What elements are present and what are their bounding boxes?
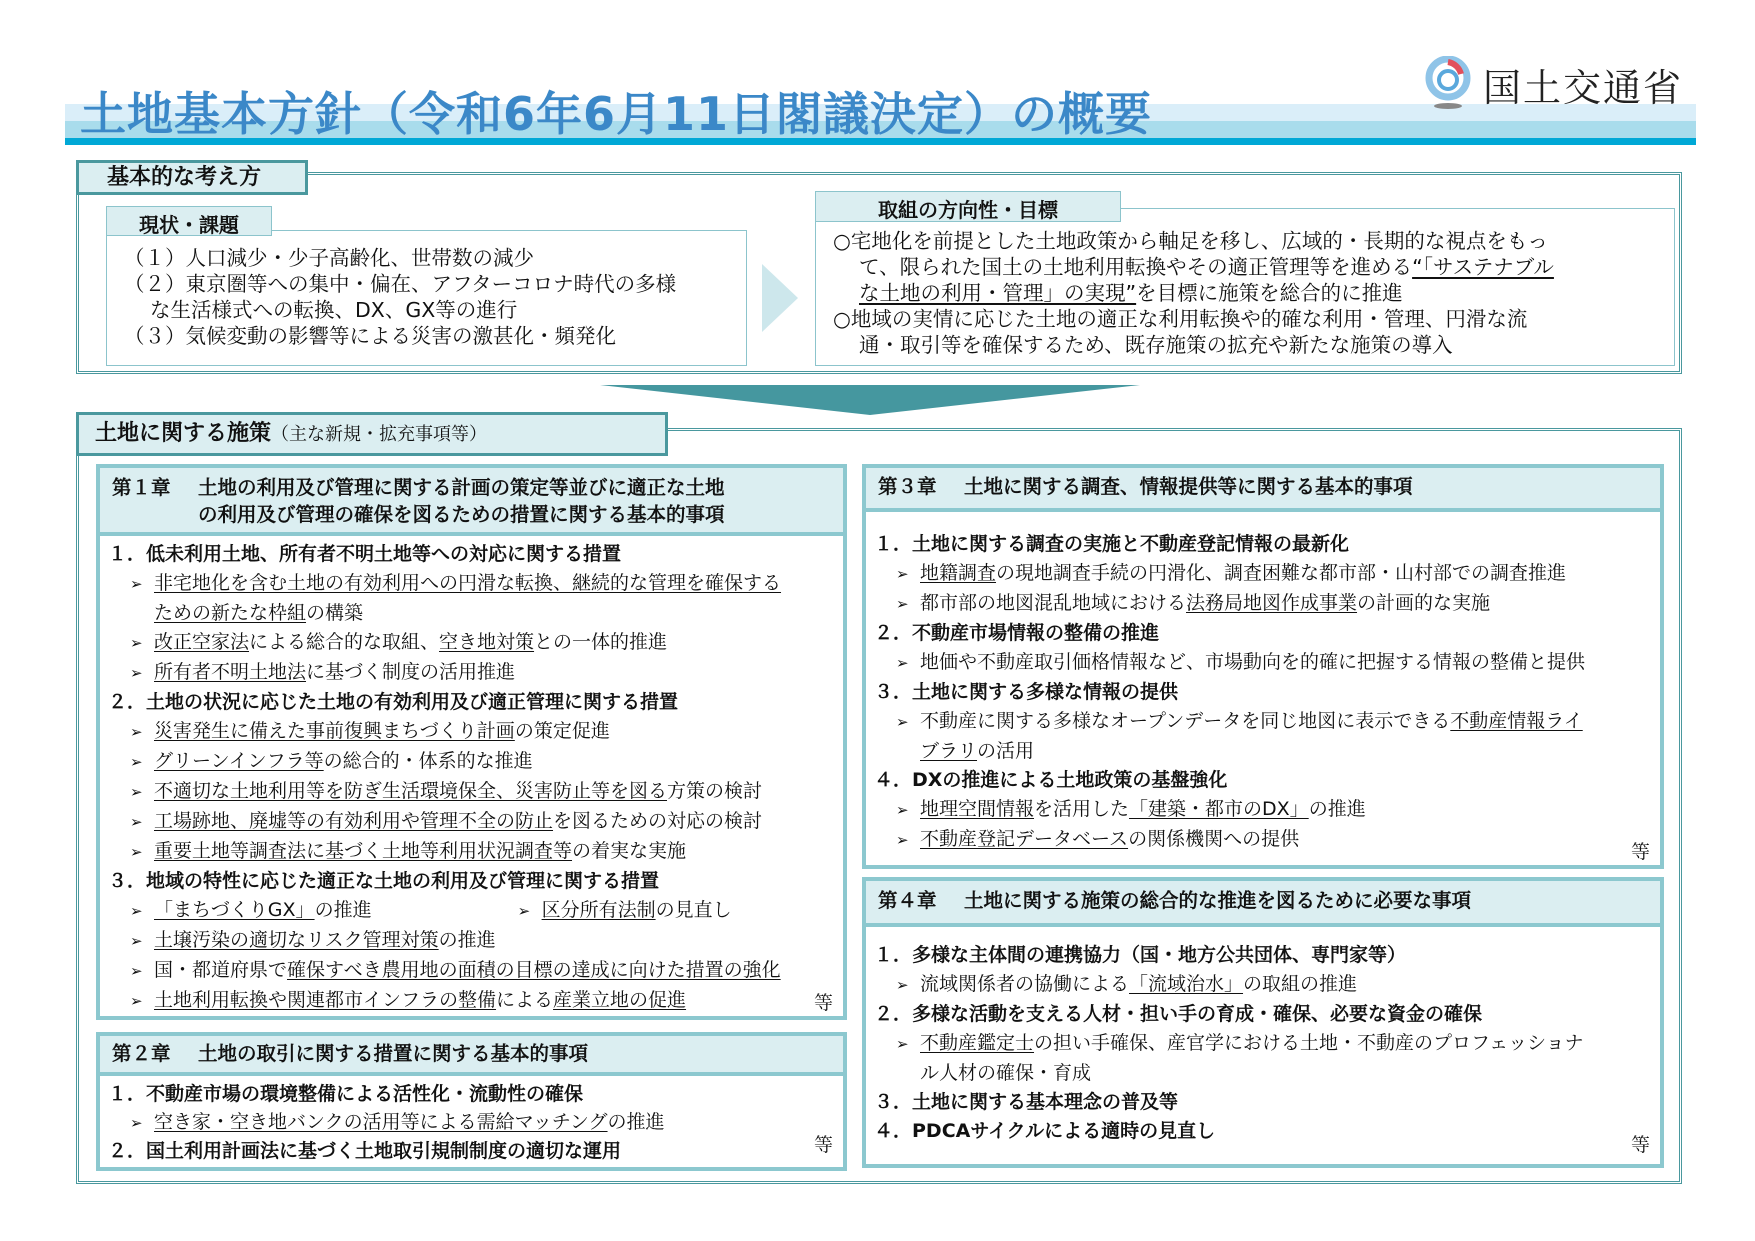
bullet-arrow-icon: ➢ bbox=[130, 813, 143, 831]
arrow-down-icon bbox=[600, 385, 1140, 415]
bullet-arrow-icon: ➢ bbox=[896, 713, 909, 731]
bullet-arrow-icon: ➢ bbox=[517, 902, 531, 920]
list-item: ➢ 所有者不明土地法に基づく制度の活用推進 bbox=[108, 658, 835, 688]
list-item: ➢ 重要土地等調査法に基づく土地等利用状況調査等の着実な実施 bbox=[108, 837, 835, 867]
chapter-3-header: 第３章 土地に関する調査、情報提供等に関する基本的事項 bbox=[866, 468, 1660, 512]
chapter-2 bbox=[96, 1032, 847, 1171]
list-item: ➢ 土地利用転換や関連都市インフラの整備による産業立地の促進 bbox=[108, 986, 835, 1016]
etc-label: 等 bbox=[813, 992, 833, 1014]
bullet-arrow-icon: ➢ bbox=[130, 723, 143, 741]
list-item: ➢ 不適切な土地利用等を防ぎ生活環境保全、災害防止等を図る方策の検討 bbox=[108, 777, 835, 807]
list-item: ➢ グリーンインフラ等の総合的・体系的な推進 bbox=[108, 747, 835, 777]
chapter-3 bbox=[862, 464, 1664, 869]
list-item: ➢ 改正空家法による総合的な取組、空き地対策との一体的推進 bbox=[108, 628, 835, 658]
list-item: ➢ 流域関係者の協働による「流域治水」の取組の推進 bbox=[874, 970, 1652, 1000]
direction-label: 取組の方向性・目標 bbox=[815, 191, 1121, 222]
ministry-name: 国土交通省 bbox=[1483, 65, 1684, 110]
arrow-right-icon bbox=[762, 264, 798, 332]
list-item: ➢ 空き家・空き地バンクの活用等による需給マッチングの推進 bbox=[108, 1108, 835, 1137]
bullet-arrow-icon: ➢ bbox=[896, 1035, 909, 1053]
bullet-arrow-icon: ➢ bbox=[896, 976, 909, 994]
chapter-2-header: 第２章 土地の取引に関する措置に関する基本的事項 bbox=[100, 1036, 843, 1076]
basic-concept-label: 基本的な考え方 bbox=[76, 160, 308, 195]
list-item: ➢ 地籍調査の現地調査手続の円滑化、調査困難な都市部・山村部での調査推進 bbox=[874, 559, 1652, 589]
direction-text: ○宅地化を前提とした土地政策から軸足を移し、広域的・長期的な視点をもっ て、限られた国土の土地利用転換やその適正管理等を進める“「サステナブル な土地の利用・管理」の実現”を目標に施策を総合的に推進 ○地域の実情に応じた土地の適正な利用転換や的確な利用・管理、円滑な流 通・取引等を確保するため、既存施策の拡充や新たな施策の導入 bbox=[833, 229, 1554, 357]
mlit-logo-icon bbox=[1425, 56, 1471, 112]
chapter-2-body: １．不動産市場の環境整備による活性化・流動性の確保 ➢ 空き家・空き地バンクの活用等による需給マッチングの推進 ２．国土利用計画法に基づく土地取引規制制度の適切な運用 等 bbox=[108, 1083, 833, 1162]
bullet-arrow-icon: ➢ bbox=[130, 575, 143, 593]
bullet-arrow-icon: ➢ bbox=[896, 565, 909, 583]
ministry-logo bbox=[1425, 56, 1683, 112]
bullet-arrow-icon: ➢ bbox=[130, 1114, 143, 1132]
list-item: ➢ 都市部の地図混乱地域における法務局地図作成事業の計画的な実施 bbox=[874, 589, 1652, 619]
page-title: 土地基本方針（令和6年6月11日閣議決定）の概要 bbox=[80, 87, 1153, 141]
chapter-1-header: 第１章 土地の利用及び管理に関する計画の策定等並びに適正な土地 の利用及び管理の確保を図るための措置に関する基本的事項 bbox=[100, 468, 843, 536]
list-item: ➢ 「まちづくりGX」の推進 ➢ 区分所有法制の見直し bbox=[108, 896, 835, 926]
chapter-4-body: １．多様な主体間の連携協力（国・地方公共団体、専門家等） ➢ 流域関係者の協働による「流域治水」の取組の推進 ２．多様な活動を支える人材・担い手の育成・確保、必要な資金の確保 ➢ 不動産鑑定士の担い手確保、産官学における土地・不動産のプロフェッショナ ル人材の確保・育成 ３．土地に関する基本理念の普及等 ４．PDCAサイクルによる適時の見直し 等 bbox=[866, 927, 1660, 1150]
list-item: ➢ 不動産登記データベースの関係機関への提供 bbox=[874, 825, 1652, 855]
measures-label: 土地に関する施策（主な新規・拡充事項等） bbox=[76, 412, 668, 456]
chapter-1 bbox=[96, 464, 847, 1020]
bullet-arrow-icon: ➢ bbox=[130, 783, 143, 801]
bullet-arrow-icon: ➢ bbox=[130, 902, 143, 920]
bullet-arrow-icon: ➢ bbox=[130, 843, 143, 861]
bullet-arrow-icon: ➢ bbox=[130, 992, 143, 1010]
bullet-arrow-icon: ➢ bbox=[130, 634, 143, 652]
etc-label: 等 bbox=[813, 1134, 833, 1156]
list-item: ➢ 非宅地化を含む土地の有効利用への円滑な転換、継続的な管理を確保する bbox=[108, 569, 835, 599]
list-item: ➢ 国・都道府県で確保すべき農用地の面積の目標の達成に向けた措置の強化 bbox=[108, 956, 835, 986]
list-item: ➢ 不動産に関する多様なオープンデータを同じ地図に表示できる不動産情報ライ bbox=[874, 707, 1652, 737]
bullet-arrow-icon: ➢ bbox=[896, 801, 909, 819]
current-issues-label: 現状・課題 bbox=[106, 206, 272, 236]
list-item: ➢ 工場跡地、廃墟等の有効利用や管理不全の防止を図るための対応の検討 bbox=[108, 807, 835, 837]
chapter-4-header: 第４章 土地に関する施策の総合的な推進を図るために必要な事項 bbox=[866, 881, 1660, 927]
chapter-1-body: １．低未利用土地、所有者不明土地等への対応に関する措置 ➢ 非宅地化を含む土地の有効利用への円滑な転換、継続的な管理を確保する ための新たな枠組の構築 ➢ 改正空家法による総合的な取組、空き地対策との一体的推進 ➢ 所有者不明土地法に基づく制度の活用推進 ２．土地の状況に応じた土地の有効利用及び適正管理に関する措置 ➢ 災害発生に備えた事前復興まちづくり計画の策定促進 ➢ グリーンインフラ等の総合的・体系的な推進 ➢ 不適切な土地利用等を防ぎ生活環境保全、災害防止等を図る方策の検討 ➢ 工場跡地、廃墟等の有効利用や管理不全の防止を図るための対応の検討 ➢ 重要土地等調査法に基づく土地等利用状況調査等の着実な実施 ３．地域の特性に応じた適正な土地の利用及び管理に関する措置 ➢ 「まちづくりGX」の推進 ➢ 区分所有法制の見直し ➢ 土壌汚染の適切なリスク管理対策の推進 ➢ 国・都道府県で確保すべき農用地の面積の目標の達成に向けた措置の強化 ➢ 土地利用転換や関連都市インフラの整備による産業立地の促進 等 bbox=[100, 536, 843, 1020]
current-issues-text: （１）人口減少・少子高齢化、世帯数の減少 （２）東京圏等への集中・偏在、アフターコロナ時代の多様 な生活様式への転換、DX、GX等の進行 （３）気候変動の影響等による災害の激甚化・頻発化 bbox=[124, 246, 677, 348]
chapter-4 bbox=[862, 877, 1664, 1168]
bullet-arrow-icon: ➢ bbox=[896, 654, 909, 672]
etc-label: 等 bbox=[1630, 1134, 1650, 1156]
bullet-arrow-icon: ➢ bbox=[130, 962, 143, 980]
list-item: ➢ 災害発生に備えた事前復興まちづくり計画の策定促進 bbox=[108, 717, 835, 747]
bullet-arrow-icon: ➢ bbox=[896, 831, 909, 849]
list-item: ➢ 土壌汚染の適切なリスク管理対策の推進 bbox=[108, 926, 835, 956]
etc-label: 等 bbox=[1630, 841, 1650, 863]
bullet-arrow-icon: ➢ bbox=[896, 595, 909, 613]
list-item: ➢ 不動産鑑定士の担い手確保、産官学における土地・不動産のプロフェッショナ bbox=[874, 1029, 1652, 1059]
bullet-arrow-icon: ➢ bbox=[130, 753, 143, 771]
list-item: ➢ 地価や不動産取引価格情報など、市場動向を的確に把握する情報の整備と提供 bbox=[874, 648, 1652, 678]
chapter-3-body: １．土地に関する調査の実施と不動産登記情報の最新化 ➢ 地籍調査の現地調査手続の円滑化、調査困難な都市部・山村部での調査推進 ➢ 都市部の地図混乱地域における法務局地図作成事業の計画的な実施 ２．不動産市場情報の整備の推進 ➢ 地価や不動産取引価格情報など、市場動向を的確に把握する情報の整備と提供 ３．土地に関する多様な情報の提供 ➢ 不動産に関する多様なオープンデータを同じ地図に表示できる不動産情報ライ ブラリの活用 ４．DXの推進による土地政策の基盤強化 ➢ 地理空間情報を活用した「建築・都市のDX」の推進 ➢ 不動産登記データベースの関係機関への提供 等 bbox=[866, 512, 1660, 859]
bullet-arrow-icon: ➢ bbox=[130, 664, 143, 682]
list-item: ➢ 地理空間情報を活用した「建築・都市のDX」の推進 bbox=[874, 795, 1652, 825]
bullet-arrow-icon: ➢ bbox=[130, 932, 143, 950]
